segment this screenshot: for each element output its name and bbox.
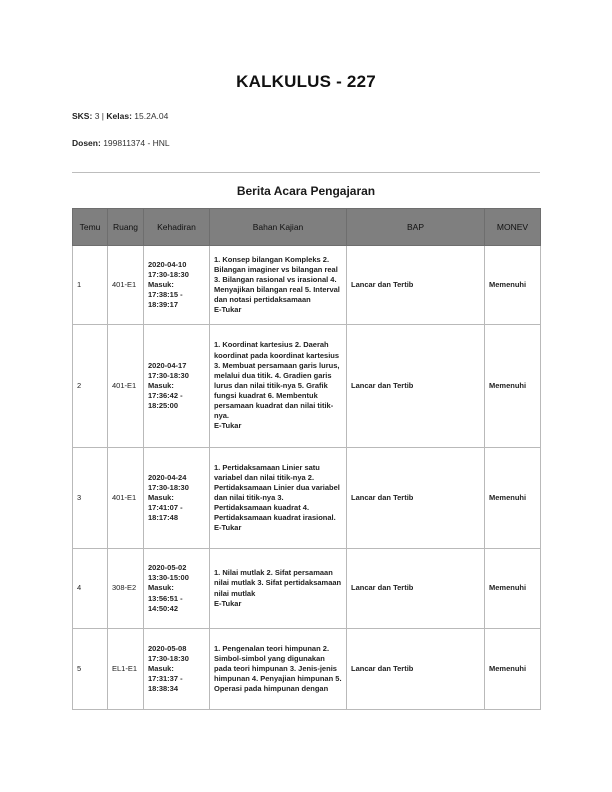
cell-ruang: 401-E1 (108, 246, 144, 325)
topic-text: 1. Nilai mutlak 2. Sifat persamaan nilai mutlak 3. Sifat pertidaksamaan nilai mutlak (214, 568, 342, 598)
meta-separator: | (101, 111, 105, 121)
page-title: KALKULUS - 227 (236, 72, 376, 91)
masuk-label: Masuk: (148, 663, 174, 673)
cell-ruang: 401-E1 (108, 325, 144, 448)
table-header-row (73, 209, 541, 246)
cell-ruang: EL1-E1 (108, 629, 144, 710)
cell-temu: 5 (73, 629, 108, 710)
section-title: Berita Acara Pengajaran (236, 184, 376, 198)
sks-value: 3 (94, 111, 100, 121)
masuk-time: 17:41:07 - 18:17:48 (148, 503, 183, 523)
topic-sub: E-Tukar (214, 598, 242, 608)
cell-bap: Lancar dan Tertib (347, 629, 485, 710)
cell-ruang: 401-E1 (108, 448, 144, 549)
table-row (73, 549, 541, 629)
cell-monev: Memenuhi (485, 246, 541, 325)
masuk-label: Masuk: (148, 380, 174, 390)
masuk-label: Masuk: (148, 583, 174, 593)
cell-monev: Memenuhi (485, 325, 541, 448)
cell-monev: Memenuhi (485, 448, 541, 549)
kelas-label: Kelas: (106, 111, 132, 121)
header-monev: MONEV (485, 209, 541, 246)
table-row (73, 246, 541, 325)
cell-bahan-kajian (210, 325, 347, 448)
topic-text: 1. Koordinat kartesius 2. Daerah koordinat pada koordinat kartesius 3. Membuat persamaan garis lurus, melalui dua titik. 4. Gradien garis lurus dan nilai titik-nya 5. Grafik fungsi kuadrat 6. Membentuk persamaan kuadrat dan nilai titik-nya. (214, 340, 340, 421)
cell-bap: Lancar dan Tertib (347, 448, 485, 549)
cell-monev: Memenuhi (485, 629, 541, 710)
masuk-label: Masuk: (148, 279, 174, 289)
cell-temu: 4 (73, 549, 108, 629)
header-temu: Temu (73, 209, 108, 246)
masuk-label: Masuk: (148, 492, 174, 502)
dosen-label: Dosen: (72, 138, 101, 148)
divider (72, 172, 540, 173)
topic-sub: E-Tukar (214, 523, 242, 533)
schedule-text: 2020-04-24 17:30-18:30 (148, 472, 189, 492)
cell-kehadiran (144, 325, 210, 448)
topic-text: 1. Pertidaksamaan Linier satu variabel dan nilai titik-nya 2. Pertidaksamaan Linier dua variabel dan nilai titik-nya 3. Pertidaksamaan kuadrat 4. Pertidaksamaan kuadrat irasional. (214, 462, 340, 523)
table-row (73, 448, 541, 549)
topic-sub: E-Tukar (214, 305, 242, 315)
cell-bahan-kajian (210, 549, 347, 629)
bap-table (72, 208, 541, 710)
cell-bahan-kajian (210, 629, 347, 710)
cell-kehadiran (144, 246, 210, 325)
cell-bahan-kajian (210, 448, 347, 549)
cell-kehadiran (144, 549, 210, 629)
table-row (73, 325, 541, 448)
cell-kehadiran (144, 448, 210, 549)
cell-bap: Lancar dan Tertib (347, 325, 485, 448)
cell-bap: Lancar dan Tertib (347, 549, 485, 629)
kelas-value: 15.2A.04 (134, 111, 169, 121)
schedule-text: 2020-05-02 13:30-15:00 (148, 563, 189, 583)
topic-sub: E-Tukar (214, 421, 242, 431)
topic-text: 1. Pengenalan teori himpunan 2. Simbol-simbol yang digunakan pada teori himpunan 3. Jenis-jenis himpunan 4. Penyajian himpunan 5. Operasi pada himpunan dengan (214, 643, 342, 694)
table-row (73, 629, 541, 710)
cell-kehadiran (144, 629, 210, 710)
cell-temu: 2 (73, 325, 108, 448)
masuk-time: 17:31:37 - 18:38:34 (148, 674, 183, 694)
cell-bahan-kajian (210, 246, 347, 325)
course-meta (72, 111, 168, 121)
masuk-time: 13:56:51 - 14:50:42 (148, 593, 183, 613)
schedule-text: 2020-05-08 17:30-18:30 (148, 643, 189, 663)
masuk-time: 17:36:42 - 18:25:00 (148, 391, 183, 411)
topic-text: 1. Konsep bilangan Kompleks 2. Bilangan imaginer vs bilangan real 3. Bilangan rasional vs irasional 4. Menyajikan bilangan real 5. Interval dan notasi pertidaksamaan (214, 254, 340, 305)
cell-bap: Lancar dan Tertib (347, 246, 485, 325)
header-bahan-kajian: Bahan Kajian (210, 209, 347, 246)
schedule-text: 2020-04-17 17:30-18:30 (148, 360, 189, 380)
cell-monev: Memenuhi (485, 549, 541, 629)
cell-temu: 3 (73, 448, 108, 549)
lecturer-meta (72, 138, 170, 148)
schedule-text: 2020-04-10 17:30-18:30 (148, 259, 189, 279)
header-ruang: Ruang (108, 209, 144, 246)
cell-temu: 1 (73, 246, 108, 325)
masuk-time: 17:38:15 - 18:39:17 (148, 290, 183, 310)
sks-label: SKS: (72, 111, 93, 121)
cell-ruang: 308-E2 (108, 549, 144, 629)
header-bap: BAP (347, 209, 485, 246)
dosen-value: 199811374 - HNL (103, 138, 170, 148)
header-kehadiran: Kehadiran (144, 209, 210, 246)
